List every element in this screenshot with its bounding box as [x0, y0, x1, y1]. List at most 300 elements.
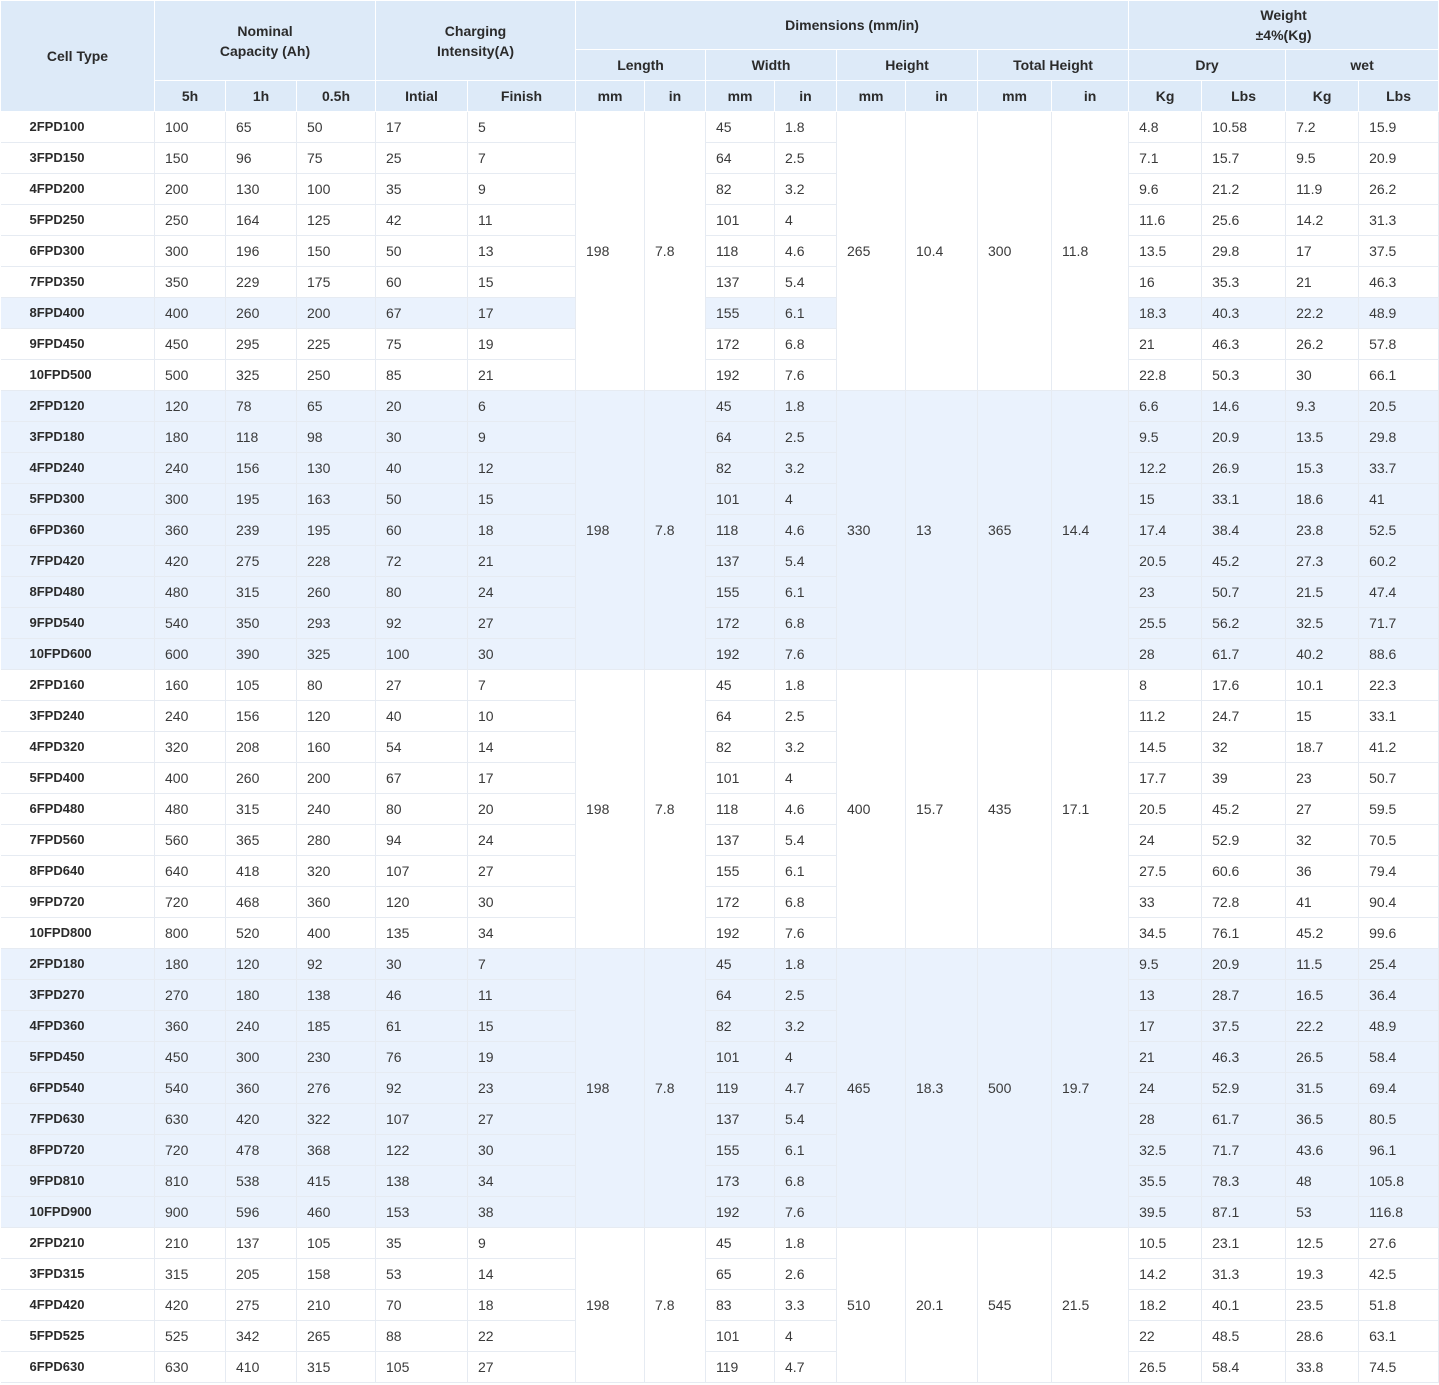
cell-type: 8FPD480 [1, 577, 155, 608]
dry-lbs-cell: 21.2 [1202, 174, 1286, 205]
dry-kg-cell: 21 [1129, 1042, 1202, 1073]
wet-kg-cell: 23 [1286, 763, 1359, 794]
wet-kg-cell: 15.3 [1286, 453, 1359, 484]
dry-kg-cell: 9.5 [1129, 422, 1202, 453]
charge-initial-cell: 120 [376, 887, 468, 918]
width-in-cell: 4 [775, 1042, 837, 1073]
cap-05h-cell: 276 [297, 1073, 376, 1104]
width-mm-cell: 172 [706, 608, 775, 639]
cap-05h-cell: 322 [297, 1104, 376, 1135]
table-row [1, 763, 1439, 794]
wet-lbs-cell: 90.4 [1359, 887, 1439, 918]
cap-05h-cell: 320 [297, 856, 376, 887]
charge-finish-cell: 14 [468, 732, 576, 763]
wet-kg-cell: 45.2 [1286, 918, 1359, 949]
width-mm-cell: 64 [706, 422, 775, 453]
dry-lbs-cell: 60.6 [1202, 856, 1286, 887]
cap-1h-cell: 342 [226, 1321, 297, 1352]
width-mm-cell: 118 [706, 794, 775, 825]
width-mm-cell: 82 [706, 453, 775, 484]
dry-lbs-cell: 10.58 [1202, 112, 1286, 143]
cap-05h-cell: 100 [297, 174, 376, 205]
wet-lbs-cell: 80.5 [1359, 1104, 1439, 1135]
width-in-cell: 6.8 [775, 329, 837, 360]
cap-1h-cell: 196 [226, 236, 297, 267]
charge-initial-cell: 135 [376, 918, 468, 949]
charge-finish-cell: 27 [468, 608, 576, 639]
table-row [1, 360, 1439, 391]
length-mm-cell: 198 [576, 112, 645, 391]
header-nominal-capacity: Nominal Capacity (Ah) [155, 1, 376, 81]
cap-1h-cell: 596 [226, 1197, 297, 1228]
charge-finish-cell: 20 [468, 794, 576, 825]
width-in-cell: 4 [775, 1321, 837, 1352]
width-in-cell: 6.8 [775, 608, 837, 639]
header-height-mm: mm [837, 81, 906, 112]
dry-lbs-cell: 61.7 [1202, 1104, 1286, 1135]
cap-5h-cell: 560 [155, 825, 226, 856]
charge-finish-cell: 27 [468, 1352, 576, 1383]
cap-5h-cell: 180 [155, 422, 226, 453]
cap-1h-cell: 468 [226, 887, 297, 918]
charge-finish-cell: 17 [468, 298, 576, 329]
cell-type: 6FPD540 [1, 1073, 155, 1104]
dry-kg-cell: 18.3 [1129, 298, 1202, 329]
dry-kg-cell: 8 [1129, 670, 1202, 701]
table-row [1, 1104, 1439, 1135]
cell-type: 6FPD300 [1, 236, 155, 267]
charge-initial-cell: 35 [376, 174, 468, 205]
cap-1h-cell: 478 [226, 1135, 297, 1166]
cell-type: 2FPD210 [1, 1228, 155, 1259]
dry-lbs-cell: 52.9 [1202, 1073, 1286, 1104]
cap-1h-cell: 239 [226, 515, 297, 546]
width-mm-cell: 82 [706, 732, 775, 763]
wet-lbs-cell: 37.5 [1359, 236, 1439, 267]
height-in-cell: 15.7 [906, 670, 978, 949]
width-in-cell: 2.5 [775, 143, 837, 174]
width-mm-cell: 137 [706, 825, 775, 856]
cell-type: 4FPD240 [1, 453, 155, 484]
width-in-cell: 6.1 [775, 1135, 837, 1166]
length-mm-cell: 198 [576, 670, 645, 949]
wet-kg-cell: 36 [1286, 856, 1359, 887]
cap-05h-cell: 360 [297, 887, 376, 918]
cell-type: 2FPD160 [1, 670, 155, 701]
charge-finish-cell: 13 [468, 236, 576, 267]
charge-initial-cell: 107 [376, 1104, 468, 1135]
dry-kg-cell: 16 [1129, 267, 1202, 298]
dry-kg-cell: 11.2 [1129, 701, 1202, 732]
wet-lbs-cell: 36.4 [1359, 980, 1439, 1011]
table-row [1, 1321, 1439, 1352]
cap-5h-cell: 450 [155, 329, 226, 360]
cap-1h-cell: 325 [226, 360, 297, 391]
table-row [1, 918, 1439, 949]
cap-05h-cell: 50 [297, 112, 376, 143]
charge-finish-cell: 7 [468, 949, 576, 980]
table-row [1, 298, 1439, 329]
charge-finish-cell: 14 [468, 1259, 576, 1290]
table-row [1, 949, 1439, 980]
header-total-height: Total Height [978, 50, 1129, 81]
dry-lbs-cell: 87.1 [1202, 1197, 1286, 1228]
charge-finish-cell: 7 [468, 143, 576, 174]
wet-kg-cell: 31.5 [1286, 1073, 1359, 1104]
cell-type: 10FPD800 [1, 918, 155, 949]
length-mm-cell: 198 [576, 391, 645, 670]
wet-lbs-cell: 60.2 [1359, 546, 1439, 577]
cap-1h-cell: 275 [226, 1290, 297, 1321]
cell-type: 6FPD360 [1, 515, 155, 546]
dry-kg-cell: 21 [1129, 329, 1202, 360]
table-row [1, 856, 1439, 887]
charge-initial-cell: 35 [376, 1228, 468, 1259]
width-mm-cell: 119 [706, 1073, 775, 1104]
cap-5h-cell: 480 [155, 794, 226, 825]
cap-1h-cell: 360 [226, 1073, 297, 1104]
cap-5h-cell: 300 [155, 484, 226, 515]
width-mm-cell: 45 [706, 391, 775, 422]
cap-05h-cell: 293 [297, 608, 376, 639]
cap-1h-cell: 195 [226, 484, 297, 515]
cell-type: 9FPD720 [1, 887, 155, 918]
table-row [1, 577, 1439, 608]
width-in-cell: 7.6 [775, 918, 837, 949]
width-mm-cell: 119 [706, 1352, 775, 1383]
width-mm-cell: 192 [706, 1197, 775, 1228]
cap-05h-cell: 368 [297, 1135, 376, 1166]
dry-lbs-cell: 29.8 [1202, 236, 1286, 267]
charge-initial-cell: 46 [376, 980, 468, 1011]
width-mm-cell: 82 [706, 174, 775, 205]
wet-kg-cell: 26.5 [1286, 1042, 1359, 1073]
width-in-cell: 1.8 [775, 949, 837, 980]
dry-kg-cell: 11.6 [1129, 205, 1202, 236]
dry-lbs-cell: 45.2 [1202, 546, 1286, 577]
table-body [1, 112, 1439, 1383]
charge-initial-cell: 67 [376, 763, 468, 794]
cap-1h-cell: 410 [226, 1352, 297, 1383]
dry-lbs-cell: 76.1 [1202, 918, 1286, 949]
wet-lbs-cell: 26.2 [1359, 174, 1439, 205]
cap-05h-cell: 98 [297, 422, 376, 453]
cap-5h-cell: 300 [155, 236, 226, 267]
dry-lbs-cell: 71.7 [1202, 1135, 1286, 1166]
charge-finish-cell: 27 [468, 856, 576, 887]
header-finish: Finish [468, 81, 576, 112]
width-mm-cell: 137 [706, 1104, 775, 1135]
cell-type: 2FPD100 [1, 112, 155, 143]
dry-kg-cell: 13 [1129, 980, 1202, 1011]
dry-kg-cell: 10.5 [1129, 1228, 1202, 1259]
dry-kg-cell: 18.2 [1129, 1290, 1202, 1321]
width-in-cell: 2.5 [775, 422, 837, 453]
cap-5h-cell: 270 [155, 980, 226, 1011]
length-mm-cell: 198 [576, 949, 645, 1228]
charge-finish-cell: 12 [468, 453, 576, 484]
wet-kg-cell: 16.5 [1286, 980, 1359, 1011]
cell-type: 5FPD300 [1, 484, 155, 515]
dry-kg-cell: 14.2 [1129, 1259, 1202, 1290]
cell-type: 4FPD360 [1, 1011, 155, 1042]
wet-lbs-cell: 63.1 [1359, 1321, 1439, 1352]
charge-initial-cell: 27 [376, 670, 468, 701]
wet-lbs-cell: 41.2 [1359, 732, 1439, 763]
charge-initial-cell: 50 [376, 484, 468, 515]
cap-1h-cell: 315 [226, 577, 297, 608]
table-row [1, 515, 1439, 546]
charge-initial-cell: 20 [376, 391, 468, 422]
wet-lbs-cell: 59.5 [1359, 794, 1439, 825]
charge-finish-cell: 34 [468, 918, 576, 949]
cap-1h-cell: 260 [226, 298, 297, 329]
wet-kg-cell: 17 [1286, 236, 1359, 267]
charge-initial-cell: 80 [376, 577, 468, 608]
cell-type: 9FPD450 [1, 329, 155, 360]
table-row [1, 608, 1439, 639]
dry-kg-cell: 9.5 [1129, 949, 1202, 980]
cap-05h-cell: 160 [297, 732, 376, 763]
header-total-mm: mm [978, 81, 1052, 112]
width-in-cell: 5.4 [775, 267, 837, 298]
wet-lbs-cell: 27.6 [1359, 1228, 1439, 1259]
header-length: Length [576, 50, 706, 81]
cap-05h-cell: 240 [297, 794, 376, 825]
wet-lbs-cell: 52.5 [1359, 515, 1439, 546]
cap-5h-cell: 100 [155, 112, 226, 143]
height-mm-cell: 330 [837, 391, 906, 670]
wet-kg-cell: 53 [1286, 1197, 1359, 1228]
header-width: Width [706, 50, 837, 81]
cap-05h-cell: 230 [297, 1042, 376, 1073]
width-mm-cell: 192 [706, 360, 775, 391]
cap-5h-cell: 210 [155, 1228, 226, 1259]
width-mm-cell: 155 [706, 577, 775, 608]
wet-lbs-cell: 58.4 [1359, 1042, 1439, 1073]
height-mm-cell: 265 [837, 112, 906, 391]
charge-initial-cell: 25 [376, 143, 468, 174]
dry-lbs-cell: 35.3 [1202, 267, 1286, 298]
width-mm-cell: 64 [706, 980, 775, 1011]
cap-05h-cell: 195 [297, 515, 376, 546]
cap-5h-cell: 640 [155, 856, 226, 887]
cap-5h-cell: 360 [155, 515, 226, 546]
dry-kg-cell: 17.4 [1129, 515, 1202, 546]
dry-lbs-cell: 31.3 [1202, 1259, 1286, 1290]
charge-finish-cell: 30 [468, 887, 576, 918]
dry-lbs-cell: 50.3 [1202, 360, 1286, 391]
width-mm-cell: 83 [706, 1290, 775, 1321]
table-row [1, 1259, 1439, 1290]
dry-lbs-cell: 37.5 [1202, 1011, 1286, 1042]
width-mm-cell: 45 [706, 949, 775, 980]
dry-lbs-cell: 15.7 [1202, 143, 1286, 174]
wet-kg-cell: 18.6 [1286, 484, 1359, 515]
cap-1h-cell: 180 [226, 980, 297, 1011]
charge-initial-cell: 75 [376, 329, 468, 360]
dry-lbs-cell: 23.1 [1202, 1228, 1286, 1259]
header-dimensions: Dimensions (mm/in) [576, 1, 1129, 50]
dry-lbs-cell: 56.2 [1202, 608, 1286, 639]
charge-finish-cell: 19 [468, 329, 576, 360]
width-mm-cell: 101 [706, 484, 775, 515]
wet-lbs-cell: 48.9 [1359, 298, 1439, 329]
total-height-in-cell: 17.1 [1052, 670, 1129, 949]
header-05h: 0.5h [297, 81, 376, 112]
table-row [1, 1073, 1439, 1104]
total-height-mm-cell: 300 [978, 112, 1052, 391]
wet-kg-cell: 12.5 [1286, 1228, 1359, 1259]
wet-lbs-cell: 47.4 [1359, 577, 1439, 608]
width-in-cell: 3.2 [775, 174, 837, 205]
length-in-cell: 7.8 [645, 949, 706, 1228]
width-mm-cell: 155 [706, 1135, 775, 1166]
width-in-cell: 6.1 [775, 856, 837, 887]
wet-kg-cell: 9.3 [1286, 391, 1359, 422]
charge-initial-cell: 105 [376, 1352, 468, 1383]
width-in-cell: 3.2 [775, 1011, 837, 1042]
cap-5h-cell: 150 [155, 143, 226, 174]
header-5h: 5h [155, 81, 226, 112]
dry-lbs-cell: 33.1 [1202, 484, 1286, 515]
wet-lbs-cell: 66.1 [1359, 360, 1439, 391]
width-in-cell: 7.6 [775, 360, 837, 391]
dry-kg-cell: 22.8 [1129, 360, 1202, 391]
charge-initial-cell: 122 [376, 1135, 468, 1166]
cap-5h-cell: 810 [155, 1166, 226, 1197]
wet-kg-cell: 10.1 [1286, 670, 1359, 701]
cap-1h-cell: 105 [226, 670, 297, 701]
charge-initial-cell: 153 [376, 1197, 468, 1228]
wet-lbs-cell: 88.6 [1359, 639, 1439, 670]
dry-kg-cell: 20.5 [1129, 794, 1202, 825]
width-in-cell: 4.6 [775, 515, 837, 546]
wet-lbs-cell: 57.8 [1359, 329, 1439, 360]
wet-lbs-cell: 29.8 [1359, 422, 1439, 453]
wet-lbs-cell: 48.9 [1359, 1011, 1439, 1042]
width-mm-cell: 137 [706, 546, 775, 577]
dry-kg-cell: 28 [1129, 639, 1202, 670]
cap-5h-cell: 480 [155, 577, 226, 608]
dry-lbs-cell: 52.9 [1202, 825, 1286, 856]
wet-lbs-cell: 22.3 [1359, 670, 1439, 701]
table-row [1, 825, 1439, 856]
dry-kg-cell: 27.5 [1129, 856, 1202, 887]
dry-kg-cell: 25.5 [1129, 608, 1202, 639]
dry-lbs-cell: 39 [1202, 763, 1286, 794]
cap-1h-cell: 118 [226, 422, 297, 453]
charge-initial-cell: 40 [376, 701, 468, 732]
cap-1h-cell: 420 [226, 1104, 297, 1135]
dry-lbs-cell: 14.6 [1202, 391, 1286, 422]
wet-kg-cell: 15 [1286, 701, 1359, 732]
dry-kg-cell: 4.8 [1129, 112, 1202, 143]
table-row [1, 670, 1439, 701]
width-in-cell: 6.8 [775, 887, 837, 918]
cap-5h-cell: 720 [155, 1135, 226, 1166]
width-in-cell: 3.2 [775, 732, 837, 763]
wet-lbs-cell: 33.7 [1359, 453, 1439, 484]
table-row [1, 1352, 1439, 1383]
cap-5h-cell: 240 [155, 453, 226, 484]
width-mm-cell: 45 [706, 112, 775, 143]
cap-05h-cell: 105 [297, 1228, 376, 1259]
charge-finish-cell: 19 [468, 1042, 576, 1073]
table-row [1, 546, 1439, 577]
width-mm-cell: 192 [706, 639, 775, 670]
wet-lbs-cell: 20.5 [1359, 391, 1439, 422]
cap-1h-cell: 120 [226, 949, 297, 980]
width-in-cell: 5.4 [775, 546, 837, 577]
width-in-cell: 7.6 [775, 639, 837, 670]
wet-kg-cell: 11.9 [1286, 174, 1359, 205]
wet-kg-cell: 21 [1286, 267, 1359, 298]
cap-1h-cell: 390 [226, 639, 297, 670]
total-height-mm-cell: 545 [978, 1228, 1052, 1383]
dry-lbs-cell: 58.4 [1202, 1352, 1286, 1383]
cap-1h-cell: 295 [226, 329, 297, 360]
wet-kg-cell: 23.8 [1286, 515, 1359, 546]
table-row [1, 143, 1439, 174]
cell-type: 8FPD400 [1, 298, 155, 329]
cap-5h-cell: 540 [155, 608, 226, 639]
width-in-cell: 6.8 [775, 1166, 837, 1197]
charge-initial-cell: 54 [376, 732, 468, 763]
charge-initial-cell: 88 [376, 1321, 468, 1352]
wet-lbs-cell: 69.4 [1359, 1073, 1439, 1104]
dry-lbs-cell: 78.3 [1202, 1166, 1286, 1197]
cap-5h-cell: 400 [155, 763, 226, 794]
width-in-cell: 4 [775, 763, 837, 794]
width-mm-cell: 155 [706, 856, 775, 887]
cap-1h-cell: 156 [226, 453, 297, 484]
header-charging-intensity: Charging Intensity(A) [376, 1, 576, 81]
width-mm-cell: 172 [706, 887, 775, 918]
dry-lbs-cell: 20.9 [1202, 949, 1286, 980]
cell-type: 3FPD150 [1, 143, 155, 174]
header-1h: 1h [226, 81, 297, 112]
dry-kg-cell: 24 [1129, 1073, 1202, 1104]
table-row [1, 329, 1439, 360]
cell-type: 6FPD480 [1, 794, 155, 825]
width-in-cell: 7.6 [775, 1197, 837, 1228]
wet-kg-cell: 32.5 [1286, 608, 1359, 639]
width-mm-cell: 101 [706, 1042, 775, 1073]
cell-type: 5FPD525 [1, 1321, 155, 1352]
charge-initial-cell: 30 [376, 422, 468, 453]
charge-initial-cell: 60 [376, 267, 468, 298]
charge-finish-cell: 23 [468, 1073, 576, 1104]
table-row [1, 453, 1439, 484]
charge-initial-cell: 92 [376, 1073, 468, 1104]
wet-lbs-cell: 51.8 [1359, 1290, 1439, 1321]
cell-type: 10FPD900 [1, 1197, 155, 1228]
cap-5h-cell: 360 [155, 1011, 226, 1042]
dry-lbs-cell: 20.9 [1202, 422, 1286, 453]
dry-lbs-cell: 45.2 [1202, 794, 1286, 825]
cap-1h-cell: 538 [226, 1166, 297, 1197]
cap-5h-cell: 315 [155, 1259, 226, 1290]
dry-kg-cell: 12.2 [1129, 453, 1202, 484]
charge-finish-cell: 9 [468, 1228, 576, 1259]
cap-1h-cell: 350 [226, 608, 297, 639]
wet-lbs-cell: 31.3 [1359, 205, 1439, 236]
width-in-cell: 1.8 [775, 670, 837, 701]
width-mm-cell: 172 [706, 329, 775, 360]
cap-05h-cell: 225 [297, 329, 376, 360]
height-mm-cell: 510 [837, 1228, 906, 1383]
